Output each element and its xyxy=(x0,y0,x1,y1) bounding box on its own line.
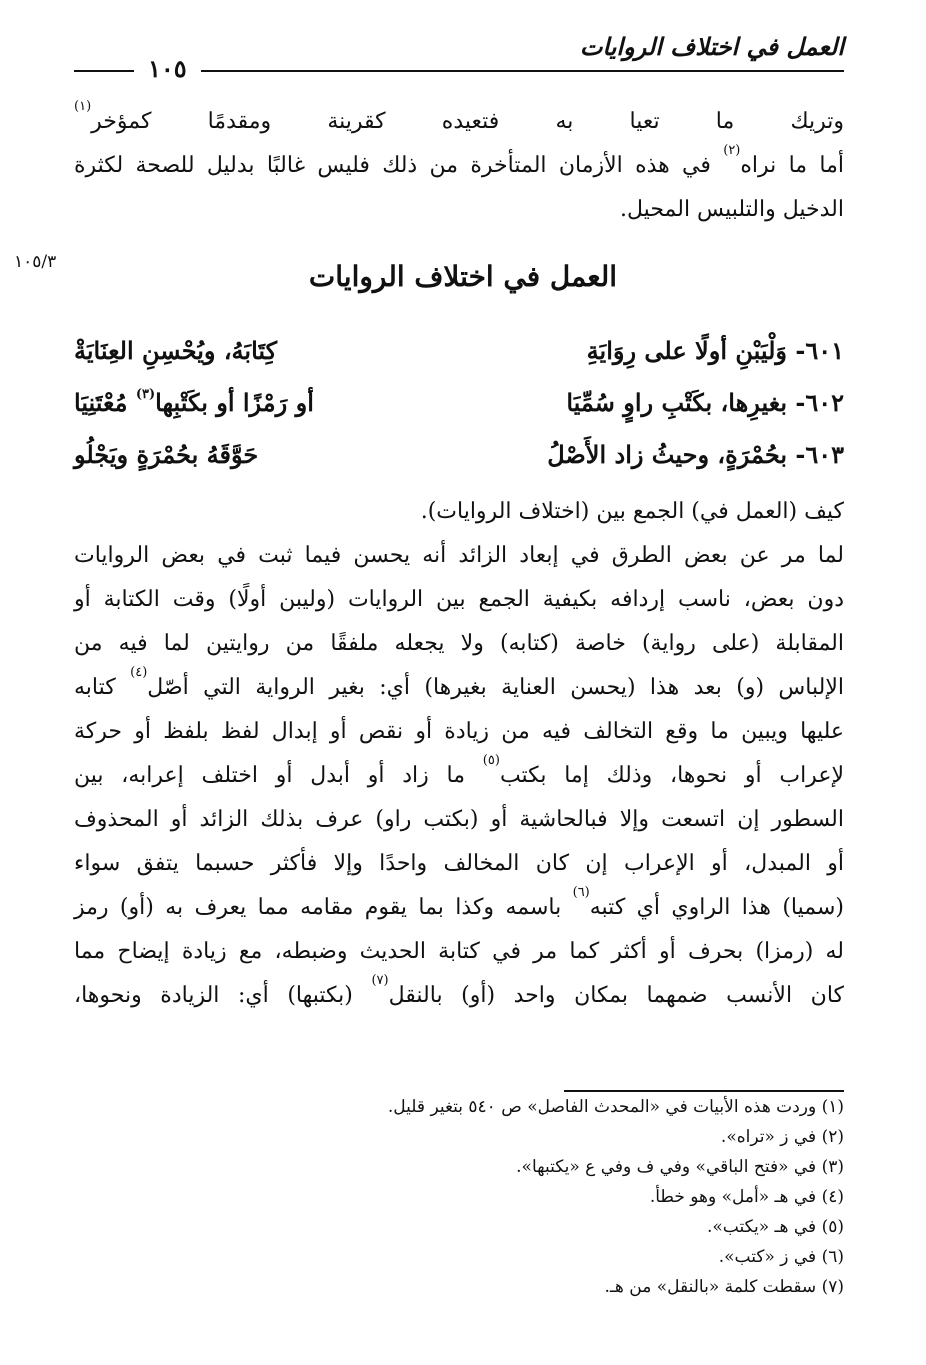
intro-line-text: أما ما نراه xyxy=(740,153,844,178)
footnote: (٥) في هـ «يكتب». xyxy=(706,1217,844,1237)
footnotes xyxy=(74,1092,844,1302)
verse-text: مُعْتَنِيَا xyxy=(74,388,136,417)
body-line-text: المقابلة (على رواية) خاصة (كتابه) ولا يجعله ملفقًا من روايتين لما فيه من xyxy=(74,631,844,656)
body-line-text: لإعراب أو نحوها، وذلك إما بكتب xyxy=(499,763,844,788)
body-line xyxy=(74,974,844,1018)
running-title: العمل في اختلاف الروايات xyxy=(579,32,844,61)
intro-line-text: الدخيل والتلبيس المحيل. xyxy=(620,197,844,222)
footnote: (٦) في ز «كتب». xyxy=(718,1247,844,1267)
verse-first-hemistich: ٦٠٣- بحُمْرَةٍ، وحيثُ زاد الأَصْلُ xyxy=(547,440,844,469)
page-number: ١٠٥ xyxy=(134,54,201,83)
body-line xyxy=(74,798,844,842)
intro-line xyxy=(74,188,844,232)
body-line-text: كيف (العمل في) الجمع بين (اختلاف الروايات). xyxy=(420,499,844,524)
body-line-text: دون بعض، ناسب إردافه بكيفية الجمع بين الروايات (وليبن أولًا) وقت الكتابة أو xyxy=(74,587,844,612)
verse-block xyxy=(74,336,844,492)
verse-line xyxy=(74,388,844,440)
body-line-text: ما زاد أو أبدل أو اختلف إعرابه، بين xyxy=(74,763,483,788)
footnote-marker: (٦) xyxy=(572,885,590,900)
footnote: (٣) في «فتح الباقي» وفي ف وفي ع «يكتبها». xyxy=(516,1157,844,1177)
verse-line xyxy=(74,336,844,388)
body-line xyxy=(74,930,844,974)
verse-first-hemistich: ٦٠٢- بغيرِها، بكَتْبِ راوٍ سُمِّيَا xyxy=(566,388,844,417)
verse-line xyxy=(74,440,844,492)
verse-second-hemistich xyxy=(74,336,277,365)
marginal-reference: ١٠٥/٣ xyxy=(14,252,57,272)
intro-paragraph xyxy=(74,100,844,232)
body-line xyxy=(74,754,844,798)
body-line xyxy=(74,710,844,754)
footnote: (٢) في ز «تراه». xyxy=(720,1127,844,1147)
running-header xyxy=(74,24,844,83)
body-line-text: أو المبدل، أو الإعراب إن كان المخالف واحدًا وإلا فأكثر حسبما يتفق سواء xyxy=(74,851,844,876)
verse-text: كِتَابَهُ، ويُحْسِنِ العِنَايَةْ xyxy=(74,336,278,365)
intro-line-text: وتريك ما تعيا به فتعيده كقرينة ومقدمًا كمؤخر xyxy=(91,109,844,134)
verse-first-hemistich: ٦٠١- وَلْيَبْنِ أولًا على رِوَايَةِ xyxy=(586,336,844,365)
body-line-text: السطور إن اتسعت وإلا فبالحاشية أو (بكتب راو) عرف بذلك الزائد أو المحذوف xyxy=(74,807,844,832)
body-line-text: باسمه وكذا بما يقوم مقامه مما يعرف به (أو) رمز xyxy=(74,895,573,920)
body-line-text: كان الأنسب ضمهما بمكان واحد (أو) بالنقل xyxy=(388,983,845,1008)
footnote-marker: (١) xyxy=(74,99,92,114)
verse-text: حَوَّقَهُ بحُمْرَةٍ ويَجْلُو xyxy=(74,440,259,469)
body-line-text: كتابه xyxy=(74,675,131,700)
intro-line-text: في هذه الأزمان المتأخرة من ذلك فليس غالبًا بدليل للصحة لكثرة xyxy=(74,153,724,178)
footnote: (١) وردت هذه الأبيات في «المحدث الفاصل» ص ٥٤٠ بتغير قليل. xyxy=(387,1097,844,1117)
body-line xyxy=(74,622,844,666)
footnote-marker: (٤) xyxy=(130,665,148,680)
verse-second-hemistich xyxy=(74,388,314,417)
body-line-text: الإلباس (و) بعد هذا (يحسن العناية بغيرها) أي: بغير الرواية التي أصّل xyxy=(147,675,844,700)
body-line xyxy=(74,534,844,578)
body-line xyxy=(74,842,844,886)
footnote-marker: (٥) xyxy=(482,753,500,768)
body-line xyxy=(74,666,844,710)
body-line-text: (بكتبها) أي: الزيادة ونحوها، xyxy=(74,983,372,1008)
body-line xyxy=(74,886,844,930)
intro-line xyxy=(74,144,844,188)
body-line xyxy=(74,490,844,534)
footnote: (٤) في هـ «أمل» وهو خطأ. xyxy=(649,1187,844,1207)
footnote: (٧) سقطت كلمة «بالنقل» من هـ. xyxy=(604,1277,844,1297)
commentary xyxy=(74,490,844,1018)
footnote-marker: (٧) xyxy=(371,973,389,988)
section-heading: العمل في اختلاف الروايات xyxy=(308,260,618,293)
body-line-text: لما مر عن بعض الطرق في إبعاد الزائد أنه يحسن فيما ثبت في بعض الروايات xyxy=(74,543,844,568)
body-line-text: له (رمزا) بحرف أو أكثر كما مر في كتابة الحديث وضبطه، مع زيادة إيضاح مما xyxy=(74,939,844,964)
intro-line xyxy=(74,100,844,144)
footnote-marker: (٢) xyxy=(723,143,741,158)
verse-second-hemistich xyxy=(74,440,258,469)
verse-text: أو رَمْزًا أو بكَتْبِها xyxy=(155,388,314,417)
body-line-text: عليها ويبين ما وقع التخالف فيه من زيادة أو نقص أو إبدال لفظ بلفظ أو حركة xyxy=(74,719,844,744)
body-line-text: (سميا) هذا الراوي أي كتبه xyxy=(589,895,844,920)
footnote-marker: (٣) xyxy=(135,387,156,402)
body-line xyxy=(74,578,844,622)
